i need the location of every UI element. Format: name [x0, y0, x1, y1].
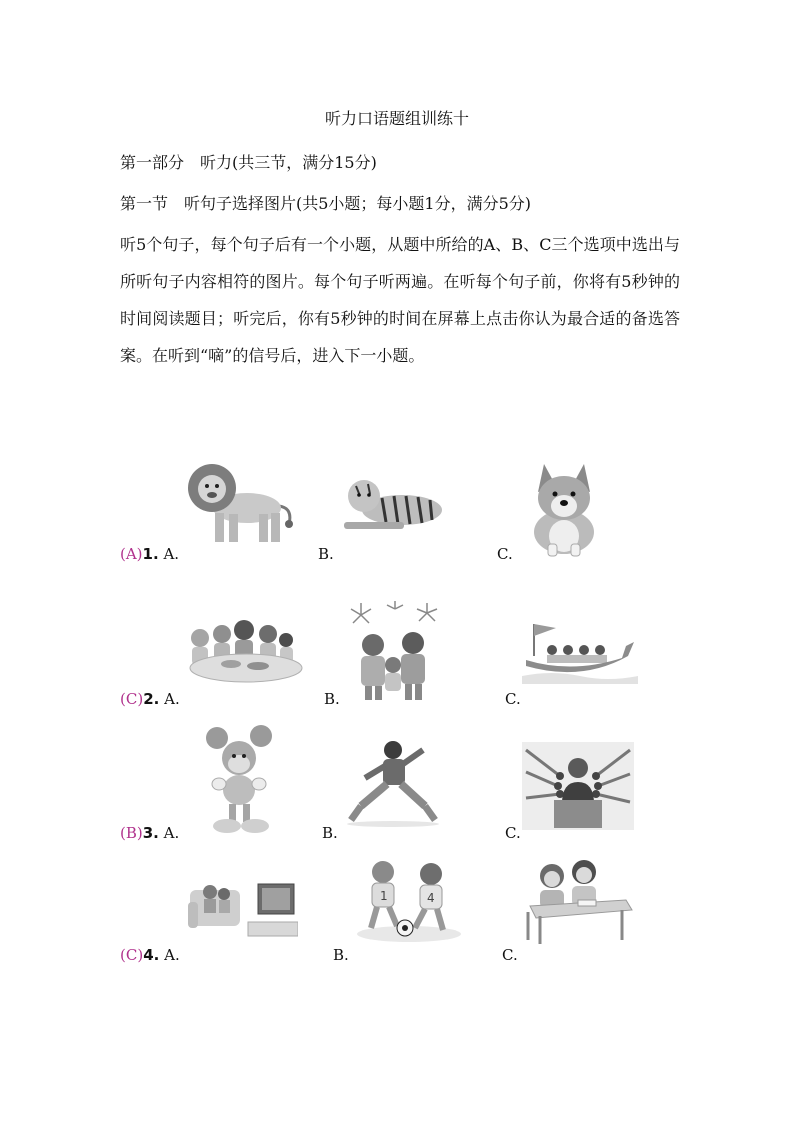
- option-2c-dragon-boat-image[interactable]: [522, 616, 638, 684]
- option-3c-press-conference-image[interactable]: [522, 742, 634, 830]
- answer-1: (A): [120, 545, 143, 563]
- question-2-label: [120, 690, 180, 708]
- option-3c-label: C.: [505, 824, 521, 842]
- option-4a-watching-tv-image[interactable]: [186, 878, 298, 940]
- option-1b-label: B.: [318, 545, 334, 563]
- option-4a-label: A.: [164, 946, 180, 964]
- question-number-1: 1.: [142, 545, 159, 563]
- option-3a-label: A.: [163, 824, 180, 842]
- question-number-2: 2.: [143, 690, 160, 708]
- section-heading: 第一节 听句子选择图片(共5小题；每小题1分，满分5分): [120, 194, 532, 213]
- part-heading: 第一部分 听力(共三节，满分15分): [120, 153, 377, 172]
- question-number-3: 3.: [142, 824, 159, 842]
- option-3a-cartoon-mouse-image[interactable]: [205, 724, 277, 836]
- question-1-label: [120, 545, 179, 563]
- option-2b-label: B.: [324, 690, 340, 708]
- option-1a-label: A.: [163, 545, 180, 563]
- question-number-4: 4.: [143, 946, 160, 964]
- option-2c-label: C.: [505, 690, 521, 708]
- page-title: 听力口语题组训练十: [324, 109, 469, 128]
- option-2b-fireworks-image[interactable]: [345, 601, 445, 703]
- option-4c-label: C.: [502, 946, 518, 964]
- answer-2: (C): [120, 690, 144, 708]
- option-1c-label: C.: [497, 545, 513, 563]
- option-1b-tiger-image[interactable]: [340, 466, 448, 534]
- option-1c-dog-image[interactable]: [522, 462, 608, 558]
- answer-3: (B): [120, 824, 143, 842]
- question-3-label: [120, 824, 179, 842]
- option-2a-family-dinner-image[interactable]: [186, 614, 306, 686]
- option-3b-label: B.: [322, 824, 338, 842]
- option-2a-label: A.: [164, 690, 180, 708]
- option-4c-studying-image[interactable]: [522, 860, 634, 946]
- option-4b-label: B.: [333, 946, 349, 964]
- answer-4: (C): [120, 946, 144, 964]
- svg-text:1: 1: [380, 889, 388, 903]
- option-4b-football-image[interactable]: [353, 858, 465, 944]
- instructions: 听5个句子，每个句子后有一个小题，从题中所给的A、B、C三个选项中选出与所听句子内容相符的图片。每个句子听两遍。在听每个句子前，你将有5秒钟的时间阅读题目；听完后，你有5秒钟的时间在屏幕上点击你认为最合适的备选答案。在听到“嘀”的信号后，进入下一小题。: [120, 235, 680, 365]
- question-4-label: [120, 946, 180, 964]
- option-1a-lion-image[interactable]: [185, 458, 297, 548]
- svg-text:4: 4: [427, 891, 435, 905]
- option-3b-kung-fu-image[interactable]: [345, 740, 443, 828]
